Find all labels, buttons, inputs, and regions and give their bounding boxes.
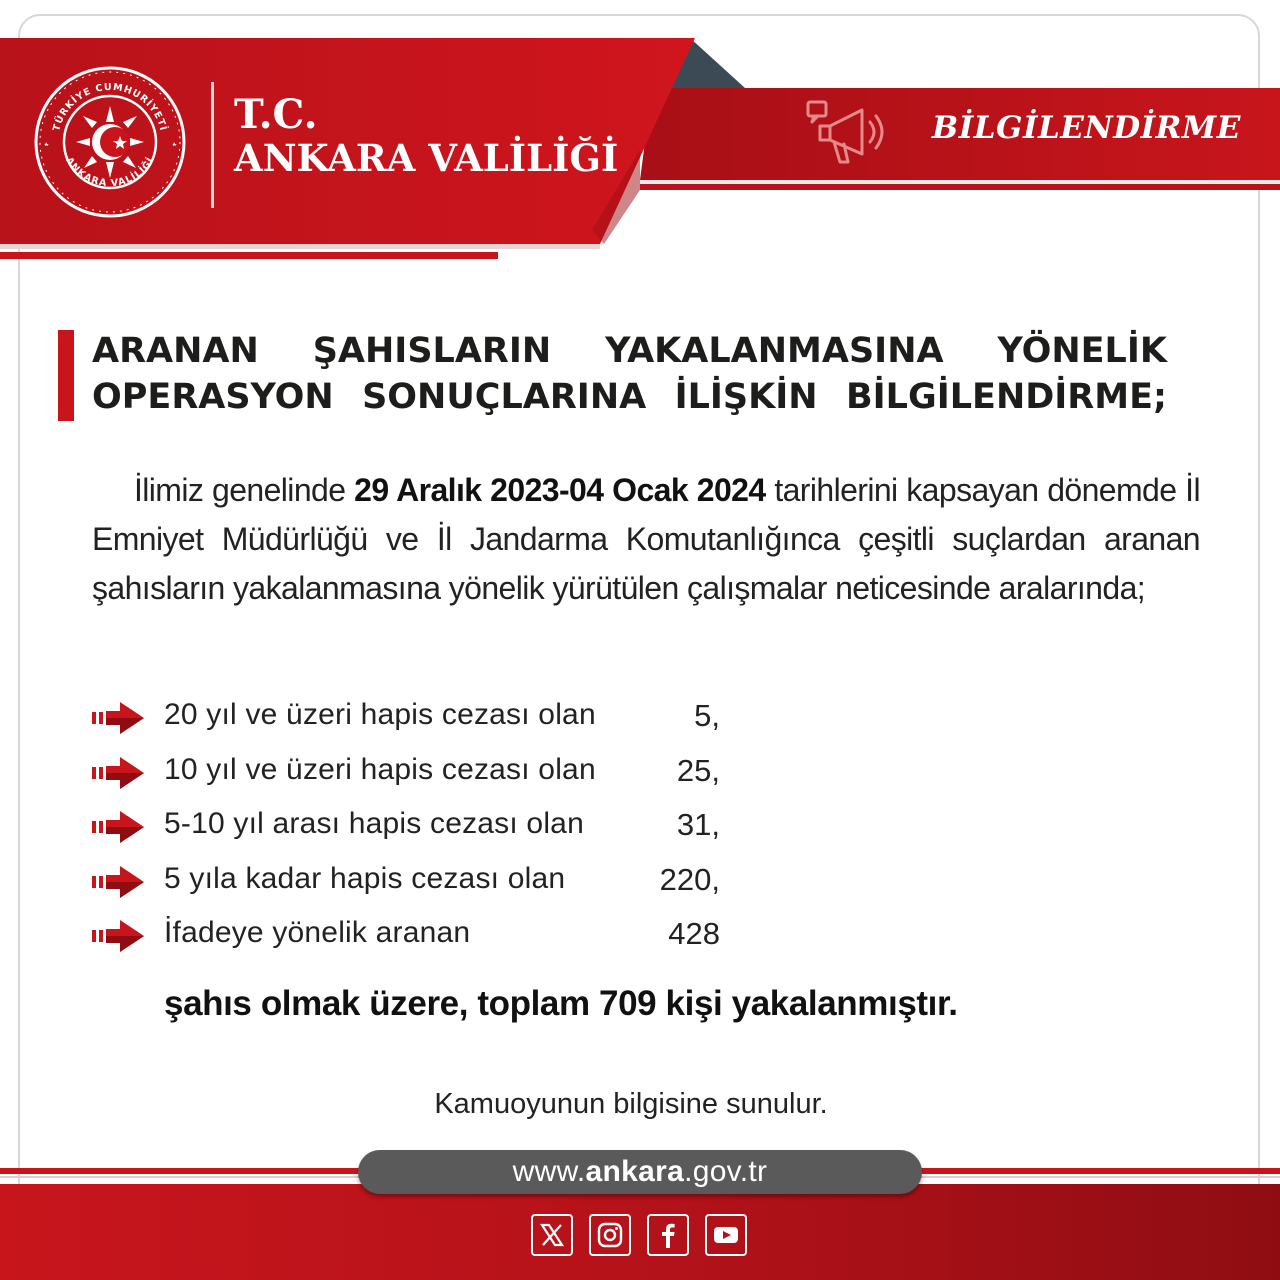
item-value: 220, [659,861,720,897]
website-link[interactable] [358,1150,922,1194]
date-range: 29 Aralık 2023-04 Ocak 2024 [354,472,766,508]
emblem-text-top: TÜRKİYE CUMHURİYETİ [51,81,169,133]
emblem-text-bottom: ANKARA VALİLİĞİ [63,155,157,190]
list-item [90,801,730,856]
url-bold: ankara [585,1155,685,1188]
item-label: İfadeye yönelik aranan [164,916,471,949]
arrow-right-icon [90,809,146,845]
item-label: 10 yıl ve üzeri hapis cezası olan [164,752,596,786]
url-prefix: www. [512,1155,586,1188]
list-item [90,692,730,747]
org-name: ANKARA VALİLİĞİ [234,136,619,180]
instagram-icon[interactable] [589,1214,631,1256]
ankara-valiligi-emblem [32,64,188,220]
item-label: 20 yıl ve üzeri hapis cezası olan [164,698,596,731]
results-list [90,692,730,965]
closing-text: Kamuoyunun bilgisine sunulur. [434,1088,828,1120]
url-suffix: .gov.tr [684,1155,768,1188]
item-value: 428 [668,916,720,951]
summary-text: şahıs olmak üzere, toplam 709 kişi yakalanmıştır. [164,984,958,1023]
list-item [90,747,730,802]
item-value: 31, [676,807,720,842]
item-value: 5, [694,698,720,733]
arrow-right-icon [90,864,146,900]
arrow-right-icon [90,700,146,736]
facebook-icon[interactable] [647,1214,689,1256]
arrow-right-icon [90,918,146,954]
badge-bilgilendirme: BİLGİLENDİRME [932,110,1241,146]
youtube-icon[interactable] [705,1214,747,1256]
item-label: 5-10 yıl arası hapis cezası olan [164,807,584,840]
title-accent-bar [58,330,74,421]
intro-paragraph [92,466,1200,613]
arrow-right-icon [90,755,146,791]
item-value: 25, [676,752,720,788]
intro-part1: İlimiz genelinde [134,472,355,508]
list-item [90,856,730,911]
page-title: ARANAN ŞAHISLARIN YAKALANMASINA YÖNELİK OPERASYON SONUÇLARINA İLİŞKİN BİLGİLENDİRME; [92,331,1167,417]
intro-part2: tarihlerini kapsayan dönemde İl Emniyet Müdürlüğü ve İl Jandarma Komutanlığınca çeşitli suçlardan aranan şahısların yakalanmasına yönelik yürütülen çalışmalar neticesinde aralarında; [92,472,1200,606]
x-icon[interactable] [531,1214,573,1256]
megaphone-icon [804,96,900,170]
social-links [531,1214,749,1260]
header-divider [211,82,214,208]
list-item [90,910,730,965]
org-tc: T.C. [234,91,318,138]
item-label: 5 yıla kadar hapis cezası olan [164,861,566,895]
